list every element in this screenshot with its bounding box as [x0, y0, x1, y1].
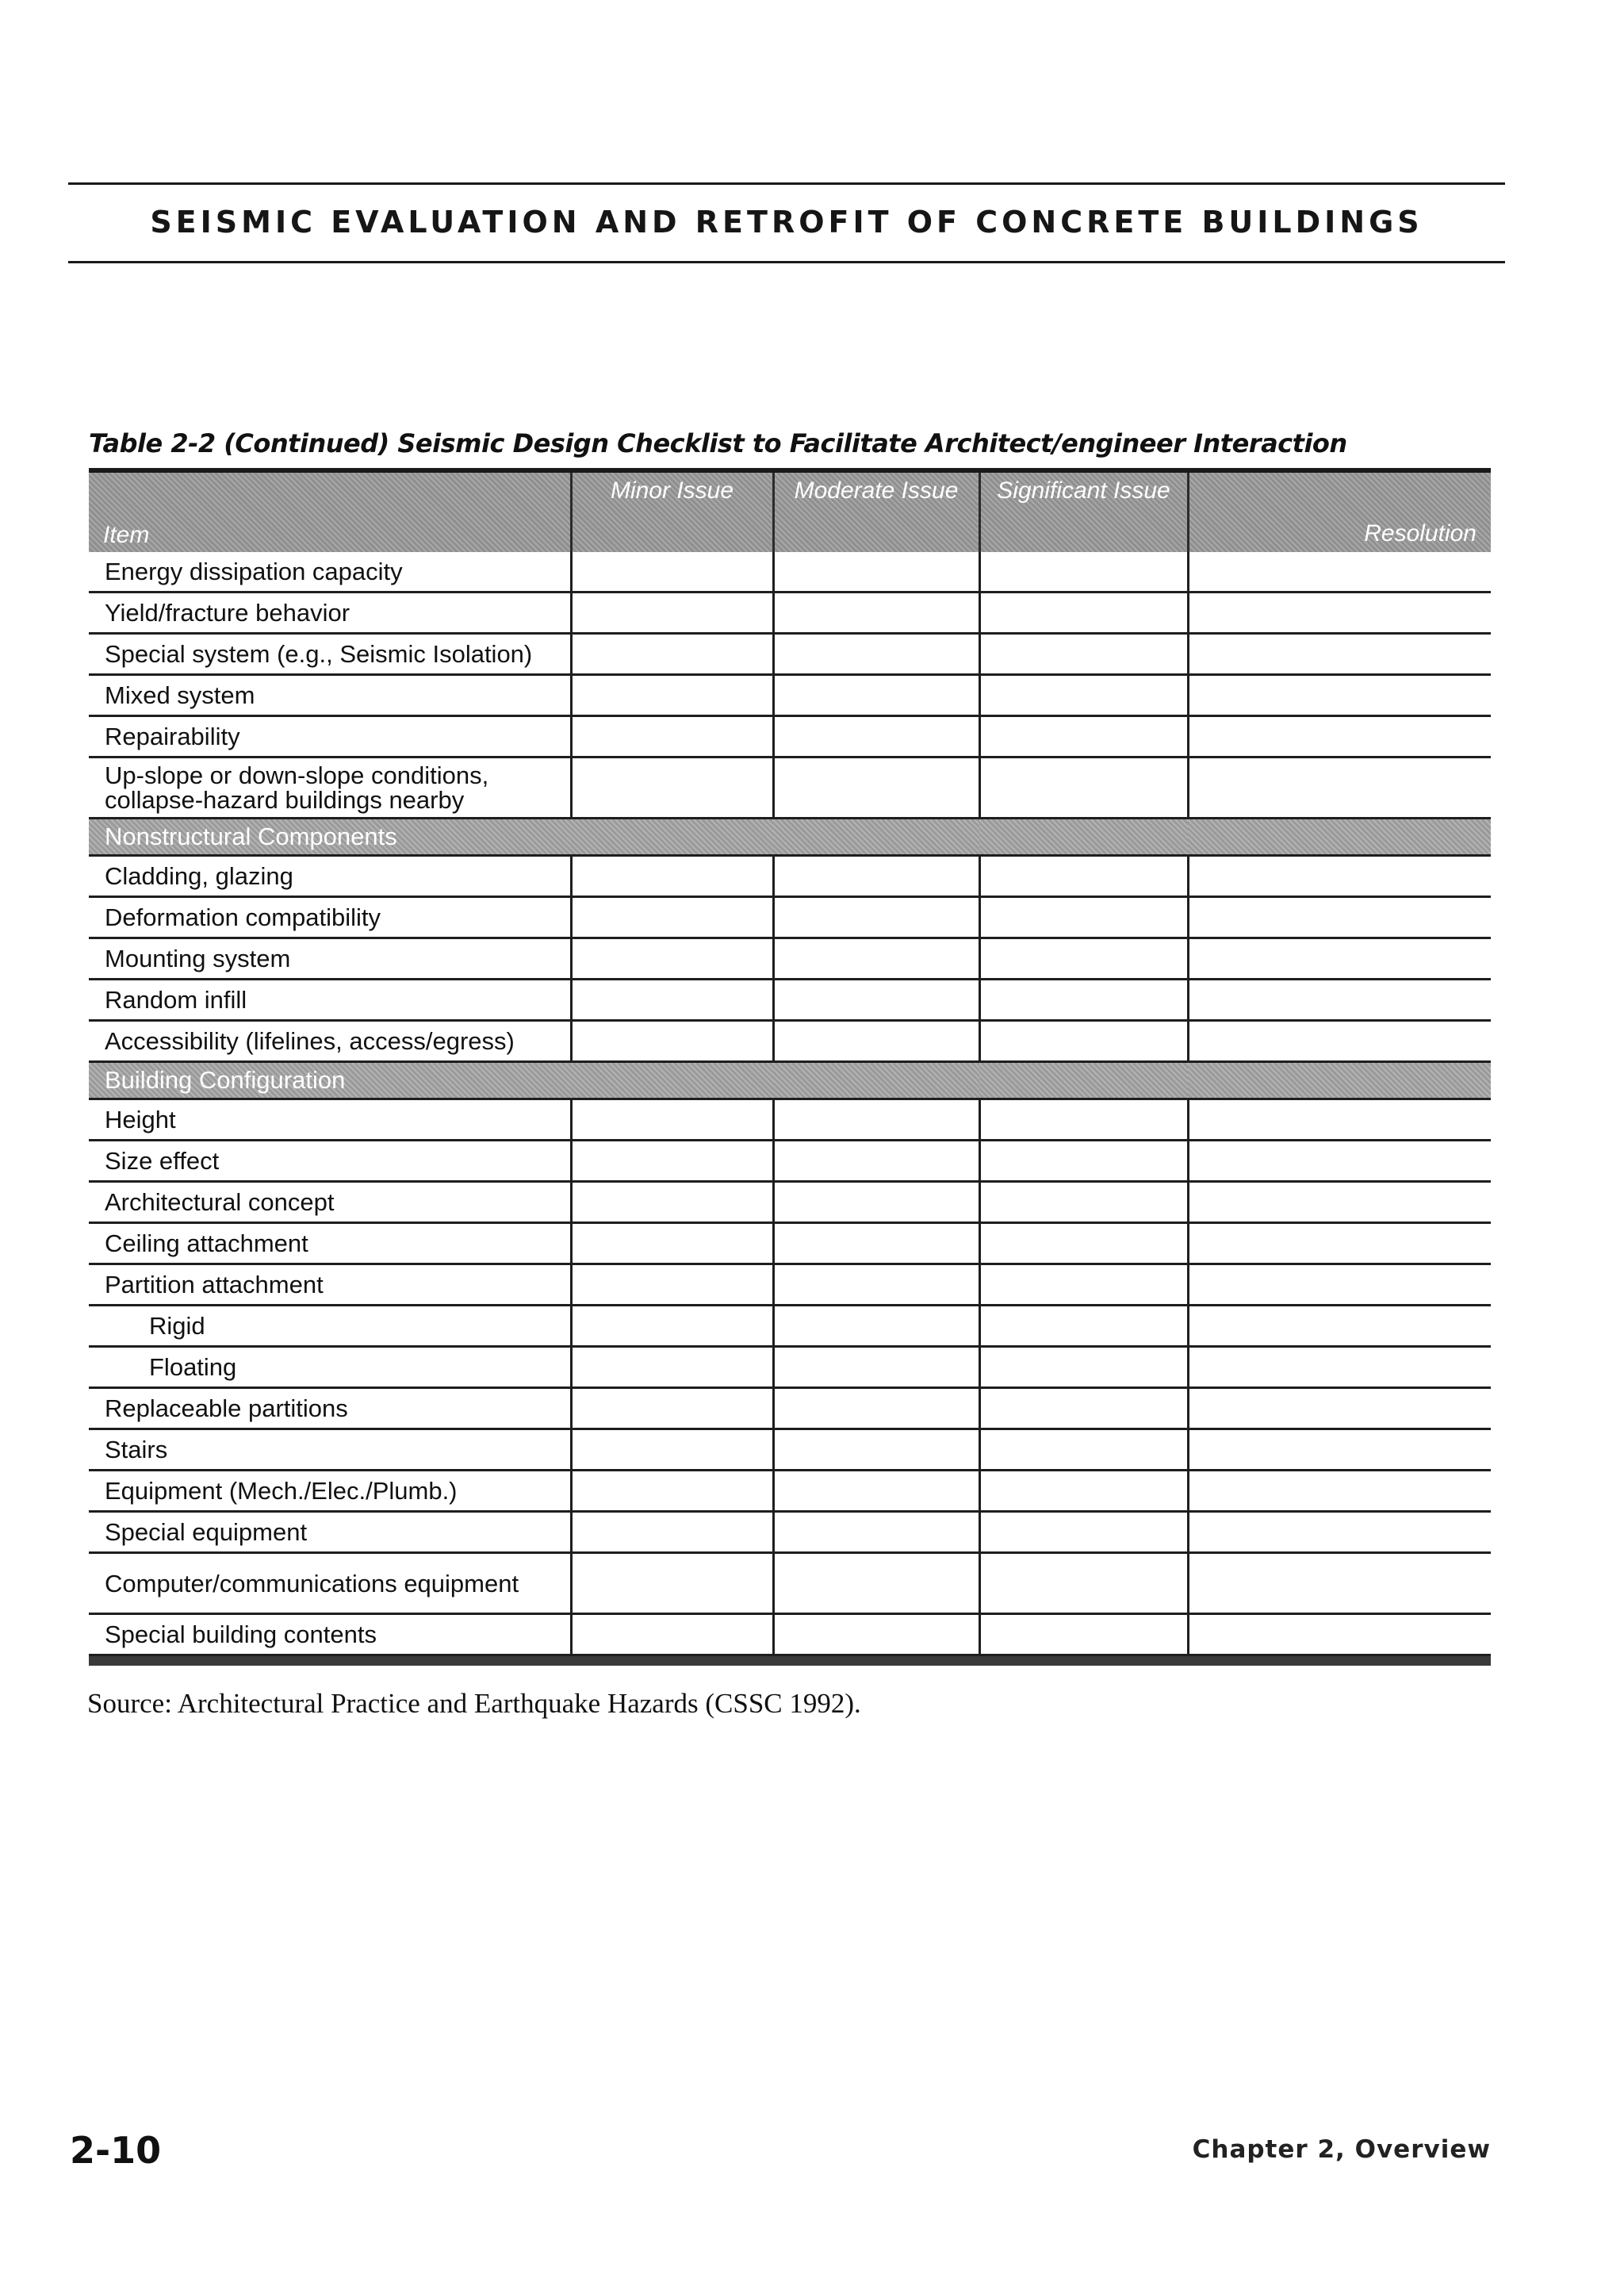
- table-row: [89, 634, 1491, 675]
- resolution-cell[interactable]: [1188, 1429, 1491, 1471]
- minor-issue-cell[interactable]: [571, 1347, 773, 1388]
- moderate-issue-cell[interactable]: [773, 593, 979, 634]
- resolution-cell[interactable]: [1188, 1471, 1491, 1512]
- significant-issue-cell[interactable]: [979, 634, 1188, 675]
- minor-issue-cell[interactable]: [571, 938, 773, 980]
- significant-issue-cell[interactable]: [979, 856, 1188, 897]
- moderate-issue-cell[interactable]: [773, 1553, 979, 1614]
- moderate-issue-cell[interactable]: [773, 634, 979, 675]
- significant-issue-cell[interactable]: [979, 716, 1188, 757]
- minor-issue-cell[interactable]: [571, 757, 773, 819]
- row-item-label: Replaceable partitions: [89, 1388, 571, 1429]
- minor-issue-cell[interactable]: [571, 1021, 773, 1062]
- row-item-label: Special building contents: [89, 1614, 571, 1655]
- row-item-label: Cladding, glazing: [89, 856, 571, 897]
- significant-issue-cell[interactable]: [979, 1264, 1188, 1306]
- row-item-label: Partition attachment: [89, 1264, 571, 1306]
- moderate-issue-cell[interactable]: [773, 716, 979, 757]
- column-header-moderate-issue: Moderate Issue: [773, 470, 979, 552]
- table-row: [89, 980, 1491, 1021]
- minor-issue-cell[interactable]: [571, 552, 773, 593]
- minor-issue-cell[interactable]: [571, 1306, 773, 1347]
- row-item-label: Accessibility (lifelines, access/egress): [89, 1021, 571, 1062]
- minor-issue-cell[interactable]: [571, 634, 773, 675]
- moderate-issue-cell[interactable]: [773, 1347, 979, 1388]
- table-row: [89, 675, 1491, 716]
- row-item-label: Height: [89, 1099, 571, 1141]
- moderate-issue-cell[interactable]: [773, 757, 979, 819]
- significant-issue-cell[interactable]: [979, 1306, 1188, 1347]
- minor-issue-cell[interactable]: [571, 856, 773, 897]
- running-header: SEISMIC EVALUATION AND RETROFIT OF CONCRETE BUILDINGS: [150, 205, 1423, 240]
- resolution-cell[interactable]: [1188, 1553, 1491, 1614]
- resolution-cell[interactable]: [1188, 593, 1491, 634]
- minor-issue-cell[interactable]: [571, 1141, 773, 1182]
- row-item-label: Ceiling attachment: [89, 1223, 571, 1264]
- table-row: [89, 1182, 1491, 1223]
- resolution-cell[interactable]: [1188, 1223, 1491, 1264]
- resolution-cell[interactable]: [1188, 552, 1491, 593]
- significant-issue-cell[interactable]: [979, 1141, 1188, 1182]
- moderate-issue-cell[interactable]: [773, 938, 979, 980]
- moderate-issue-cell[interactable]: [773, 1471, 979, 1512]
- minor-issue-cell[interactable]: [571, 1182, 773, 1223]
- table-row: [89, 1553, 1491, 1614]
- header-bottom-rule: [68, 261, 1505, 263]
- resolution-cell[interactable]: [1188, 1512, 1491, 1553]
- row-item-label: Floating: [89, 1347, 571, 1388]
- row-item-label: Rigid: [89, 1306, 571, 1347]
- minor-issue-cell[interactable]: [571, 1429, 773, 1471]
- row-item-label: Yield/fracture behavior: [89, 593, 571, 634]
- table-caption: Table 2-2 (Continued) Seismic Design Checklist to Facilitate Architect/engineer Interaction: [89, 428, 1347, 458]
- resolution-cell[interactable]: [1188, 1388, 1491, 1429]
- table-row: [89, 856, 1491, 897]
- table-row: [89, 1223, 1491, 1264]
- table-row: [89, 1264, 1491, 1306]
- resolution-cell[interactable]: [1188, 1264, 1491, 1306]
- table-row: [89, 1388, 1491, 1429]
- moderate-issue-cell[interactable]: [773, 1099, 979, 1141]
- minor-issue-cell[interactable]: [571, 1223, 773, 1264]
- minor-issue-cell[interactable]: [571, 980, 773, 1021]
- minor-issue-cell[interactable]: [571, 716, 773, 757]
- moderate-issue-cell[interactable]: [773, 1223, 979, 1264]
- row-item-label: Special equipment: [89, 1512, 571, 1553]
- table-header-row: [89, 470, 1491, 552]
- significant-issue-cell[interactable]: [979, 980, 1188, 1021]
- section-heading-building-configuration: Building Configuration: [89, 1062, 571, 1099]
- moderate-issue-cell[interactable]: [773, 1021, 979, 1062]
- table-bottom-bar: [89, 1656, 1491, 1666]
- minor-issue-cell[interactable]: [571, 1614, 773, 1655]
- moderate-issue-cell[interactable]: [773, 1429, 979, 1471]
- moderate-issue-cell[interactable]: [773, 1512, 979, 1553]
- resolution-cell[interactable]: [1188, 1021, 1491, 1062]
- significant-issue-cell[interactable]: [979, 593, 1188, 634]
- row-item-label: Special system (e.g., Seismic Isolation): [89, 634, 571, 675]
- resolution-cell[interactable]: [1188, 757, 1491, 819]
- table-row: [89, 1614, 1491, 1655]
- row-item-label: Deformation compatibility: [89, 897, 571, 938]
- column-header-item: Item: [89, 470, 571, 552]
- table-row: [89, 1141, 1491, 1182]
- significant-issue-cell[interactable]: [979, 938, 1188, 980]
- resolution-cell[interactable]: [1188, 716, 1491, 757]
- moderate-issue-cell[interactable]: [773, 675, 979, 716]
- moderate-issue-cell[interactable]: [773, 1614, 979, 1655]
- minor-issue-cell[interactable]: [571, 1264, 773, 1306]
- row-item-label: Mixed system: [89, 675, 571, 716]
- row-item-label: Energy dissipation capacity: [89, 552, 571, 593]
- row-item-label: Mounting system: [89, 938, 571, 980]
- minor-issue-cell[interactable]: [571, 897, 773, 938]
- source-note: Source: Architectural Practice and Earthquake Hazards (CSSC 1992).: [87, 1688, 861, 1719]
- resolution-cell[interactable]: [1188, 1306, 1491, 1347]
- row-item-label: Architectural concept: [89, 1182, 571, 1223]
- table-row: [89, 1512, 1491, 1553]
- table-row: [89, 716, 1491, 757]
- significant-issue-cell[interactable]: [979, 1182, 1188, 1223]
- minor-issue-cell[interactable]: [571, 1512, 773, 1553]
- resolution-cell[interactable]: [1188, 634, 1491, 675]
- moderate-issue-cell[interactable]: [773, 1141, 979, 1182]
- resolution-cell[interactable]: [1188, 1182, 1491, 1223]
- moderate-issue-cell[interactable]: [773, 1306, 979, 1347]
- table-row: [89, 1021, 1491, 1062]
- minor-issue-cell[interactable]: [571, 1099, 773, 1141]
- page-number: 2-10: [70, 2129, 162, 2172]
- significant-issue-cell[interactable]: [979, 1223, 1188, 1264]
- minor-issue-cell[interactable]: [571, 1388, 773, 1429]
- resolution-cell[interactable]: [1188, 980, 1491, 1021]
- moderate-issue-cell[interactable]: [773, 1264, 979, 1306]
- chapter-label: Chapter 2, Overview: [1192, 2135, 1491, 2164]
- resolution-cell[interactable]: [1188, 897, 1491, 938]
- table-row: [89, 757, 1491, 819]
- row-item-label: Equipment (Mech./Elec./Plumb.): [89, 1471, 571, 1512]
- table-row: [89, 897, 1491, 938]
- moderate-issue-cell[interactable]: [773, 897, 979, 938]
- significant-issue-cell[interactable]: [979, 1388, 1188, 1429]
- moderate-issue-cell[interactable]: [773, 1182, 979, 1223]
- resolution-cell[interactable]: [1188, 1614, 1491, 1655]
- resolution-cell[interactable]: [1188, 1099, 1491, 1141]
- row-item-label: Random infill: [89, 980, 571, 1021]
- significant-issue-cell[interactable]: [979, 1512, 1188, 1553]
- significant-issue-cell[interactable]: [979, 675, 1188, 716]
- row-item-label: Up-slope or down-slope conditions, collapse-hazard buildings nearby: [89, 757, 571, 819]
- moderate-issue-cell[interactable]: [773, 552, 979, 593]
- table-row: [89, 1099, 1491, 1141]
- significant-issue-cell[interactable]: [979, 757, 1188, 819]
- significant-issue-cell[interactable]: [979, 897, 1188, 938]
- column-header-significant-issue: Significant Issue: [979, 470, 1188, 552]
- significant-issue-cell[interactable]: [979, 1553, 1188, 1614]
- minor-issue-cell[interactable]: [571, 675, 773, 716]
- row-item-label: Size effect: [89, 1141, 571, 1182]
- checklist-table: [89, 468, 1491, 1656]
- significant-issue-cell[interactable]: [979, 1021, 1188, 1062]
- significant-issue-cell[interactable]: [979, 552, 1188, 593]
- table-row: [89, 552, 1491, 593]
- significant-issue-cell[interactable]: [979, 1429, 1188, 1471]
- significant-issue-cell[interactable]: [979, 1347, 1188, 1388]
- moderate-issue-cell[interactable]: [773, 980, 979, 1021]
- resolution-cell[interactable]: [1188, 938, 1491, 980]
- section-header-row: [89, 1062, 1491, 1099]
- table-row: [89, 1429, 1491, 1471]
- table-row: [89, 593, 1491, 634]
- row-item-label: Computer/communications equipment: [89, 1553, 571, 1614]
- table-row: [89, 1306, 1491, 1347]
- resolution-cell[interactable]: [1188, 856, 1491, 897]
- significant-issue-cell[interactable]: [979, 1614, 1188, 1655]
- moderate-issue-cell[interactable]: [773, 1388, 979, 1429]
- resolution-cell[interactable]: [1188, 675, 1491, 716]
- section-heading-nonstructural: Nonstructural Components: [89, 819, 571, 856]
- column-header-resolution: Resolution: [1188, 470, 1491, 552]
- resolution-cell[interactable]: [1188, 1347, 1491, 1388]
- minor-issue-cell[interactable]: [571, 593, 773, 634]
- table-row: [89, 1347, 1491, 1388]
- moderate-issue-cell[interactable]: [773, 856, 979, 897]
- table-row: [89, 1471, 1491, 1512]
- table-row: [89, 938, 1491, 980]
- minor-issue-cell[interactable]: [571, 1471, 773, 1512]
- section-header-row: [89, 819, 1491, 856]
- checklist-table-container: [89, 468, 1491, 1666]
- resolution-cell[interactable]: [1188, 1141, 1491, 1182]
- minor-issue-cell[interactable]: [571, 1553, 773, 1614]
- significant-issue-cell[interactable]: [979, 1099, 1188, 1141]
- significant-issue-cell[interactable]: [979, 1471, 1188, 1512]
- row-item-label: Repairability: [89, 716, 571, 757]
- column-header-minor-issue: Minor Issue: [571, 470, 773, 552]
- header-top-rule: [68, 182, 1505, 185]
- row-item-label: Stairs: [89, 1429, 571, 1471]
